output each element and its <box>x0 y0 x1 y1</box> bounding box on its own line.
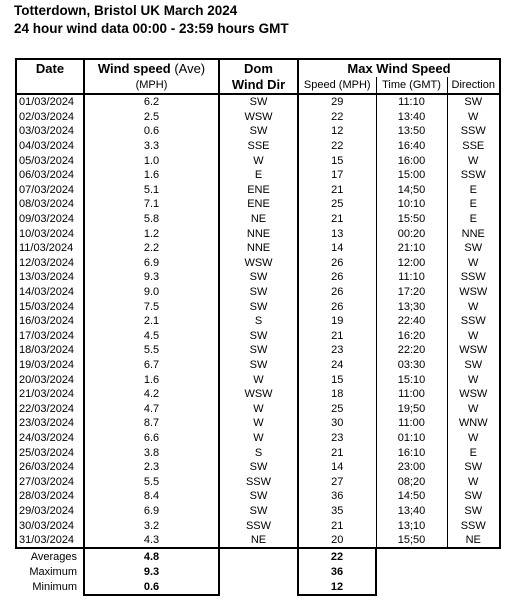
header-dom: Dom <box>219 59 298 77</box>
page-title: Totterdown, Bristol UK March 2024 <box>14 3 238 18</box>
cell-dom-dir: WSW <box>219 387 298 402</box>
cell-dom-dir: W <box>219 372 298 387</box>
cell-dom-dir: SSW <box>219 474 298 489</box>
cell-ave-speed: 2.2 <box>84 241 219 256</box>
cell-time: 21:10 <box>376 241 447 256</box>
cell-time: 12:00 <box>376 256 447 271</box>
cell-time: 13;10 <box>376 518 447 533</box>
cell-date: 05/03/2024 <box>16 153 84 168</box>
cell-date: 01/03/2024 <box>16 94 84 110</box>
cell-time: 13:50 <box>376 124 447 139</box>
cell-time: 15;50 <box>376 533 447 549</box>
cell-ave-speed: 5.5 <box>84 474 219 489</box>
cell-date: 15/03/2024 <box>16 299 84 314</box>
cell-date: 25/03/2024 <box>16 445 84 460</box>
table-row <box>16 168 500 183</box>
header-date-sub <box>16 77 84 94</box>
cell-ave-speed: 0.6 <box>84 124 219 139</box>
cell-max-dir: SW <box>447 460 500 475</box>
table-row <box>16 285 500 300</box>
cell-max-speed: 14 <box>331 461 344 474</box>
cell-time: 11:10 <box>376 94 447 110</box>
cell-date: 26/03/2024 <box>16 460 84 475</box>
cell-ave-speed: 2.1 <box>84 314 219 329</box>
cell-date: 19/03/2024 <box>16 358 84 373</box>
cell-max-speed: 23 <box>331 431 344 444</box>
cell-dom-dir: SW <box>219 489 298 504</box>
cell-date: 16/03/2024 <box>16 314 84 329</box>
cell-date: 13/03/2024 <box>16 270 84 285</box>
cell-time: 16:10 <box>376 445 447 460</box>
summary-spacer <box>447 548 500 564</box>
cell-ave-speed: 8.4 <box>84 489 219 504</box>
cell-time: 11:00 <box>376 416 447 431</box>
cell-dom-dir: W <box>219 153 298 168</box>
cell-ave-speed: 5.8 <box>84 212 219 227</box>
cell-ave-speed: 1.2 <box>84 226 219 241</box>
summary-max: 12 <box>298 579 376 595</box>
cell-max-dir: E <box>447 197 500 212</box>
wind-data-table <box>15 58 501 596</box>
cell-dom-dir: SW <box>219 460 298 475</box>
cell-max-dir: SW <box>447 94 500 110</box>
cell-ave-speed: 3.8 <box>84 445 219 460</box>
cell-max-dir: E <box>447 212 500 227</box>
cell-ave-speed: 3.2 <box>84 518 219 533</box>
cell-date: 28/03/2024 <box>16 489 84 504</box>
summary-label: Averages <box>30 550 77 563</box>
cell-max-dir: WSW <box>447 343 500 358</box>
header-mph: (MPH) <box>84 77 219 94</box>
table-row <box>16 445 500 460</box>
cell-ave-speed: 2.3 <box>84 460 219 475</box>
cell-date: 11/03/2024 <box>16 241 84 256</box>
cell-date: 17/03/2024 <box>16 329 84 344</box>
summary-spacer <box>376 564 447 579</box>
cell-dom-dir: W <box>219 401 298 416</box>
cell-ave-speed: 5.5 <box>84 343 219 358</box>
table-row <box>16 518 500 533</box>
table-row <box>16 270 500 285</box>
cell-date: 12/03/2024 <box>16 256 84 271</box>
cell-ave-speed: 6.9 <box>84 256 219 271</box>
cell-max-dir: W <box>447 372 500 387</box>
cell-max-speed: 19 <box>331 315 344 328</box>
cell-ave-speed: 6.7 <box>84 358 219 373</box>
cell-dom-dir: WSW <box>219 256 298 271</box>
table-row <box>16 314 500 329</box>
table-row <box>16 460 500 475</box>
header-date: Date <box>16 59 84 77</box>
cell-date: 02/03/2024 <box>16 110 84 125</box>
summary-ave: 4.8 <box>84 548 219 564</box>
cell-ave-speed: 1.6 <box>84 372 219 387</box>
cell-max-dir: SSW <box>447 124 500 139</box>
cell-date: 24/03/2024 <box>16 431 84 446</box>
table-row <box>16 124 500 139</box>
table-row <box>16 183 500 198</box>
cell-max-dir: SSW <box>447 518 500 533</box>
cell-dom-dir: NNE <box>219 241 298 256</box>
cell-max-speed: 21 <box>331 213 344 226</box>
cell-max-dir: NNE <box>447 226 500 241</box>
table-row <box>16 343 500 358</box>
cell-time: 16:40 <box>376 139 447 154</box>
cell-time: 16:20 <box>376 329 447 344</box>
summary-spacer <box>447 564 500 579</box>
cell-time: 15:00 <box>376 168 447 183</box>
cell-time: 11:10 <box>376 270 447 285</box>
header-time-gmt: Time (GMT) <box>376 77 447 94</box>
summary-spacer <box>376 548 447 564</box>
cell-date: 20/03/2024 <box>16 372 84 387</box>
cell-time: 22:20 <box>376 343 447 358</box>
cell-max-speed: 26 <box>331 286 344 299</box>
cell-ave-speed: 5.1 <box>84 183 219 198</box>
cell-max-speed: 30 <box>331 417 344 430</box>
cell-max-speed: 12 <box>331 125 344 138</box>
page-subtitle: 24 hour wind data 00:00 - 23:59 hours GMT <box>14 21 289 36</box>
cell-dom-dir: SW <box>219 358 298 373</box>
cell-date: 29/03/2024 <box>16 504 84 519</box>
cell-date: 03/03/2024 <box>16 124 84 139</box>
cell-time: 15:50 <box>376 212 447 227</box>
cell-max-dir: SSE <box>447 139 500 154</box>
cell-dom-dir: SW <box>219 504 298 519</box>
cell-max-speed: 25 <box>331 402 344 415</box>
cell-max-speed: 26 <box>331 256 344 269</box>
cell-date: 06/03/2024 <box>16 168 84 183</box>
cell-dom-dir: E <box>219 168 298 183</box>
cell-date: 22/03/2024 <box>16 401 84 416</box>
cell-time: 01:10 <box>376 431 447 446</box>
cell-max-dir: WSW <box>447 285 500 300</box>
cell-max-dir: E <box>447 445 500 460</box>
table-row <box>16 110 500 125</box>
summary-spacer <box>447 579 500 595</box>
summary-spacer <box>219 564 298 579</box>
cell-ave-speed: 2.5 <box>84 110 219 125</box>
cell-max-speed: 21 <box>331 329 344 342</box>
cell-max-speed: 29 <box>331 96 344 109</box>
cell-dom-dir: SW <box>219 329 298 344</box>
cell-dom-dir: SW <box>219 299 298 314</box>
cell-max-speed: 22 <box>331 140 344 153</box>
summary-label: Maximum <box>29 565 77 578</box>
cell-date: 07/03/2024 <box>16 183 84 198</box>
summary-ave: 9.3 <box>84 564 219 579</box>
cell-max-dir: SW <box>447 358 500 373</box>
cell-max-speed: 25 <box>331 198 344 211</box>
summary-max: 22 <box>298 548 376 564</box>
header-max-wind-speed: Max Wind Speed <box>298 59 500 77</box>
table-row <box>16 226 500 241</box>
cell-max-dir: WSW <box>447 387 500 402</box>
cell-ave-speed: 6.6 <box>84 431 219 446</box>
summary-row <box>16 564 500 579</box>
cell-dom-dir: SSE <box>219 139 298 154</box>
cell-max-speed: 18 <box>331 388 344 401</box>
cell-time: 13;30 <box>376 299 447 314</box>
cell-ave-speed: 6.9 <box>84 504 219 519</box>
cell-time: 17:20 <box>376 285 447 300</box>
table-row <box>16 299 500 314</box>
cell-max-speed: 26 <box>331 300 344 313</box>
cell-ave-speed: 1.6 <box>84 168 219 183</box>
cell-dom-dir: SW <box>219 124 298 139</box>
cell-time: 13:40 <box>376 110 447 125</box>
cell-max-dir: W <box>447 256 500 271</box>
cell-max-dir: W <box>447 431 500 446</box>
cell-max-dir: W <box>447 401 500 416</box>
cell-date: 31/03/2024 <box>16 533 84 549</box>
table-row <box>16 416 500 431</box>
cell-max-speed: 15 <box>331 373 344 386</box>
cell-ave-speed: 6.2 <box>84 94 219 110</box>
cell-max-speed: 15 <box>331 154 344 167</box>
cell-time: 00:20 <box>376 226 447 241</box>
cell-max-dir: NE <box>447 533 500 549</box>
table-row <box>16 474 500 489</box>
table-row <box>16 401 500 416</box>
cell-dom-dir: SSW <box>219 518 298 533</box>
cell-time: 13;40 <box>376 504 447 519</box>
cell-max-speed: 23 <box>331 344 344 357</box>
cell-ave-speed: 9.0 <box>84 285 219 300</box>
header-speed-mph: Speed (MPH) <box>298 77 376 94</box>
cell-max-speed: 36 <box>331 490 344 503</box>
table-row <box>16 197 500 212</box>
header-direction: Direction <box>447 77 500 94</box>
cell-ave-speed: 4.7 <box>84 401 219 416</box>
summary-ave: 0.6 <box>84 579 219 595</box>
table-row <box>16 372 500 387</box>
cell-max-speed: 24 <box>331 358 344 371</box>
cell-max-dir: SW <box>447 241 500 256</box>
cell-max-dir: SW <box>447 504 500 519</box>
cell-dom-dir: SW <box>219 94 298 110</box>
table-row <box>16 241 500 256</box>
summary-spacer <box>219 579 298 595</box>
cell-time: 14:50 <box>376 489 447 504</box>
cell-date: 18/03/2024 <box>16 343 84 358</box>
table-row <box>16 212 500 227</box>
cell-max-speed: 21 <box>331 183 344 196</box>
cell-dom-dir: S <box>219 445 298 460</box>
cell-dom-dir: S <box>219 314 298 329</box>
cell-date: 23/03/2024 <box>16 416 84 431</box>
cell-time: 10:10 <box>376 197 447 212</box>
table-row <box>16 153 500 168</box>
cell-max-dir: W <box>447 153 500 168</box>
cell-ave-speed: 7.1 <box>84 197 219 212</box>
cell-ave-speed: 9.3 <box>84 270 219 285</box>
cell-time: 11:00 <box>376 387 447 402</box>
cell-time: 16:00 <box>376 153 447 168</box>
cell-date: 30/03/2024 <box>16 518 84 533</box>
table-row <box>16 533 500 549</box>
cell-dom-dir: SW <box>219 343 298 358</box>
header-wind-speed: Wind speed (Ave) <box>84 59 219 77</box>
cell-dom-dir: NE <box>219 533 298 549</box>
cell-date: 21/03/2024 <box>16 387 84 402</box>
cell-dom-dir: W <box>219 416 298 431</box>
cell-date: 09/03/2024 <box>16 212 84 227</box>
cell-max-speed: 22 <box>331 110 344 123</box>
cell-time: 14;50 <box>376 183 447 198</box>
cell-max-dir: SSW <box>447 270 500 285</box>
cell-ave-speed: 1.0 <box>84 153 219 168</box>
cell-dom-dir: ENE <box>219 183 298 198</box>
cell-max-dir: W <box>447 474 500 489</box>
cell-max-speed: 17 <box>331 169 344 182</box>
cell-date: 10/03/2024 <box>16 226 84 241</box>
cell-max-speed: 20 <box>298 533 376 549</box>
summary-row <box>16 579 500 595</box>
cell-dom-dir: WSW <box>219 110 298 125</box>
summary-max: 36 <box>298 564 376 579</box>
cell-time: 15:10 <box>376 372 447 387</box>
table-row <box>16 358 500 373</box>
cell-dom-dir: W <box>219 431 298 446</box>
cell-max-dir: W <box>447 329 500 344</box>
cell-max-speed: 21 <box>331 446 344 459</box>
cell-date: 14/03/2024 <box>16 285 84 300</box>
cell-max-dir: SW <box>447 489 500 504</box>
cell-max-speed: 21 <box>331 519 344 532</box>
summary-row <box>16 548 500 564</box>
cell-ave-speed: 3.3 <box>84 139 219 154</box>
cell-time: 19;50 <box>376 401 447 416</box>
table-row <box>16 94 500 110</box>
cell-max-dir: SSW <box>447 168 500 183</box>
summary-spacer <box>219 548 298 564</box>
summary-label: Minimum <box>32 581 77 594</box>
table-row <box>16 387 500 402</box>
cell-time: 22:40 <box>376 314 447 329</box>
summary-spacer <box>376 579 447 595</box>
cell-max-speed: 27 <box>331 475 344 488</box>
table-row <box>16 329 500 344</box>
cell-date: 08/03/2024 <box>16 197 84 212</box>
cell-max-speed: 35 <box>331 504 344 517</box>
cell-ave-speed: 4.5 <box>84 329 219 344</box>
table-row <box>16 431 500 446</box>
cell-time: 08;20 <box>376 474 447 489</box>
cell-date: 04/03/2024 <box>16 139 84 154</box>
cell-dom-dir: NE <box>219 212 298 227</box>
cell-max-dir: W <box>447 110 500 125</box>
cell-time: 23:00 <box>376 460 447 475</box>
cell-ave-speed: 8.7 <box>84 416 219 431</box>
cell-max-dir: W <box>447 299 500 314</box>
cell-ave-speed: 4.3 <box>84 533 219 549</box>
cell-ave-speed: 4.2 <box>84 387 219 402</box>
table-row <box>16 256 500 271</box>
cell-max-speed: 26 <box>331 271 344 284</box>
cell-max-dir: E <box>447 183 500 198</box>
cell-time: 03:30 <box>376 358 447 373</box>
cell-dom-dir: NNE <box>219 226 298 241</box>
cell-dom-dir: ENE <box>219 197 298 212</box>
cell-max-speed: 14 <box>331 242 344 255</box>
table-row <box>16 489 500 504</box>
cell-max-speed: 13 <box>331 227 344 240</box>
cell-dom-dir: SW <box>219 285 298 300</box>
cell-max-dir: WNW <box>447 416 500 431</box>
header-wind-dir: Wind Dir <box>219 77 298 94</box>
cell-date: 27/03/2024 <box>16 474 84 489</box>
cell-dom-dir: SW <box>219 270 298 285</box>
table-row <box>16 139 500 154</box>
table-row <box>16 504 500 519</box>
cell-ave-speed: 7.5 <box>84 299 219 314</box>
cell-max-dir: SSW <box>447 314 500 329</box>
